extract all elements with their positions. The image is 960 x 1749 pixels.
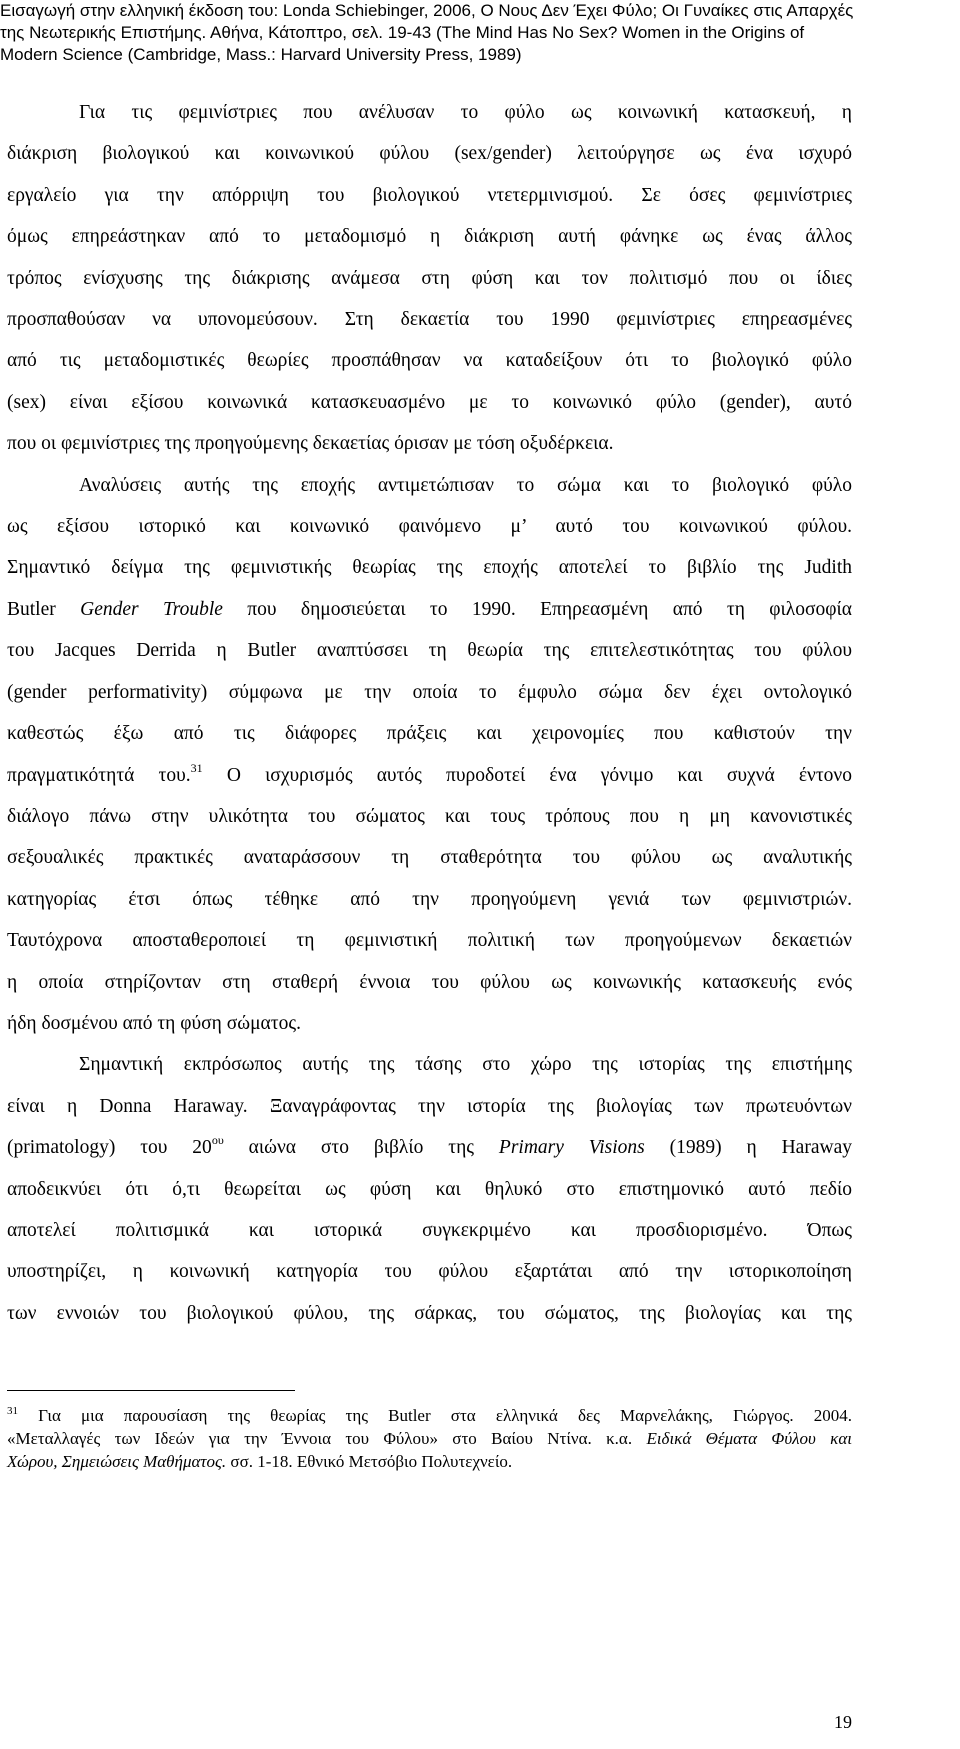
text-line: ήδη δοσμένου από τη φύση σώματος. [7, 1012, 301, 1034]
text-line: (primatology) του $20^{o\upsilon}$ αιώνα στο βιβλίο της Primary Visions (1989) η Haraway [7, 1133, 852, 1159]
paragraph-2 [7, 465, 852, 1045]
text-line: τρόπος ενίσχυσης της διάκρισης ανάμεσα στη φύση και τον πολιτισμό που οι ίδιες [7, 267, 852, 289]
text-line: (gender performativity) σύμφωνα με την οποία το έμφυλο σώμα δεν έχει οντολογικό [7, 681, 852, 703]
footnote-line: «Μεταλλαγές των Ιδεών για την Έννοια του Φύλου» στο Βαίου Ντίνα. κ.α. Ειδικά Θέματα Φύλου και [7, 1429, 852, 1448]
text-line: Αναλύσεις αυτής της εποχής αντιμετώπισαν το σώμα και το βιολογικό φύλο [79, 474, 852, 496]
text-line: είναι η Donna Haraway. Ξαναγράφοντας την ιστορία της βιολογίας των πρωτευόντων [7, 1095, 852, 1117]
footnote-line: $^{31}$ Για μια παρουσίαση της θεωρίας της Butler στα ελληνικά δες Μαρνελάκης, Γιώργος. 2004. [7, 1405, 852, 1425]
page-number: 19 [834, 1712, 852, 1732]
text-line: κατηγορίας έτσι όπως τέθηκε από την προηγούμενη γενιά των φεμινιστριών. [7, 888, 852, 910]
text-line: πραγματικότητά του.$^{31}$ Ο ισχυρισμός αυτός πυροδοτεί ένα γόνιμο και συχνά έντονο [7, 760, 852, 786]
text-line: Ταυτόχρονα αποσταθεροποιεί τη φεμινιστική πολιτική των προηγούμενων δεκαετιών [7, 930, 852, 952]
text-line: Butler Gender Trouble που δημοσιεύεται το 1990. Επηρεασμένη από τη φιλοσοφία [7, 598, 852, 620]
text-line: όμως επηρεάστηκαν από το μεταδομισμό η διάκριση αυτή φάνηκε ως ένας άλλος [7, 226, 852, 248]
text-line: η οποία στηρίζονταν στη σταθερή έννοια του φύλου ως κοινωνικής κατασκευής ενός [7, 971, 852, 993]
footnote-number: 31 [7, 1405, 18, 1417]
reference-line-2: της Νεωτερικής Επιστήμης. Αθήνα, Κάτοπτρο, σελ. 19-43 (The Mind Has No Sex? Women in the Origins of [0, 23, 805, 42]
text-line: ως εξίσου ιστορικό και κοινωνικό φαινόμενο μ’ αυτό του κοινωνικού φύλου. [7, 516, 852, 538]
text-line: διάκριση βιολογικού και κοινωνικού φύλου (sex/gender) λειτούργησε ως ένα ισχυρό [7, 143, 852, 165]
text-line: (sex) είναι εξίσου κοινωνικά κατασκευασμένο με το κοινωνικό φύλο (gender), αυτό [7, 391, 852, 413]
text-line: σεξουαλικές πρακτικές αναταράσσουν τη σταθερότητα του φύλου ως αναλυτικής [7, 847, 852, 869]
paragraph-3 [7, 1044, 852, 1334]
text-line: Σημαντικό δείγμα της φεμινιστικής θεωρίας της εποχής αποτελεί το βιβλίο της Judith [7, 557, 852, 579]
reference-line-3: Modern Science (Cambridge, Mass.: Harvard University Press, 1989) [0, 45, 522, 64]
text-line: που οι φεμινίστριες της προηγούμενης δεκαετίας όρισαν με τόση οξυδέρκεια. [7, 433, 614, 455]
footnote-line: Χώρου, Σημειώσεις Μαθήματος. σσ. 1-18. Εθνικό Μετσόβιο Πολυτεχνείο. [7, 1452, 513, 1471]
ordinal-superscript: ου [211, 1133, 224, 1148]
footnote-reference[interactable]: 31 [190, 760, 203, 775]
text-line: από τις μεταδομιστικές θεωρίες προσπάθησαν να καταδείξουν ότι το βιολογικό φύλο [7, 350, 852, 372]
reference-line-1: Εισαγωγή στην ελληνική έκδοση του: Londa Schiebinger, 2006, Ο Νους Δεν Έχει Φύλο; Οι Γυναίκες στις Απαρχές [0, 1, 854, 20]
text-line: εργαλείο για την απόρριψη του βιολογικού ντετερμινισμού. Σε όσες φεμινίστριες [7, 184, 852, 206]
text-line: του Jacques Derrida η Butler αναπτύσσει τη θεωρία της επιτελεστικότητας του φύλου [7, 640, 852, 662]
main-body-text [7, 92, 852, 1334]
book-title-primary-visions: Primary Visions [498, 1137, 645, 1159]
book-title-gender-trouble: Gender Trouble [80, 598, 223, 620]
text-line: αποτελεί πολιτισμικά και ιστορικά συγκεκριμένο και προσδιορισμένο. Όπως [7, 1219, 852, 1241]
text-line: διάλογο πάνω στην υλικότητα του σώματος και τους τρόπους που η μη κανονιστικές [7, 805, 852, 827]
text-line: των εννοιών του βιολογικού φύλου, της σάρκας, του σώματος, της βιολογίας και της [7, 1302, 852, 1324]
text-line: αποδεικνύει ότι ό,τι θεωρείται ως φύση και θηλυκό στο επιστημονικό αυτό πεδίο [7, 1178, 852, 1200]
footnote-separator [7, 1390, 295, 1391]
bibliographic-reference-header [0, 0, 955, 66]
text-line: υποστηρίζει, η κοινωνική κατηγορία του φύλου εξαρτάται από την ιστορικοποίηση [7, 1261, 852, 1283]
footnote-31 [7, 1404, 852, 1473]
text-line: Για τις φεμινίστριες που ανέλυσαν το φύλο ως κοινωνική κατασκευή, η [79, 102, 852, 123]
paragraph-1 [7, 92, 852, 465]
text-line: Σημαντική εκπρόσωπος αυτής της τάσης στο χώρο της ιστορίας της επιστήμης [79, 1054, 852, 1076]
text-line: προσπαθούσαν να υπονομεύσουν. Στη δεκαετία του 1990 φεμινίστριες επηρεασμένες [7, 309, 852, 331]
text-line: καθεστώς έξω από τις διάφορες πράξεις και χειρονομίες που καθιστούν την [7, 723, 852, 745]
